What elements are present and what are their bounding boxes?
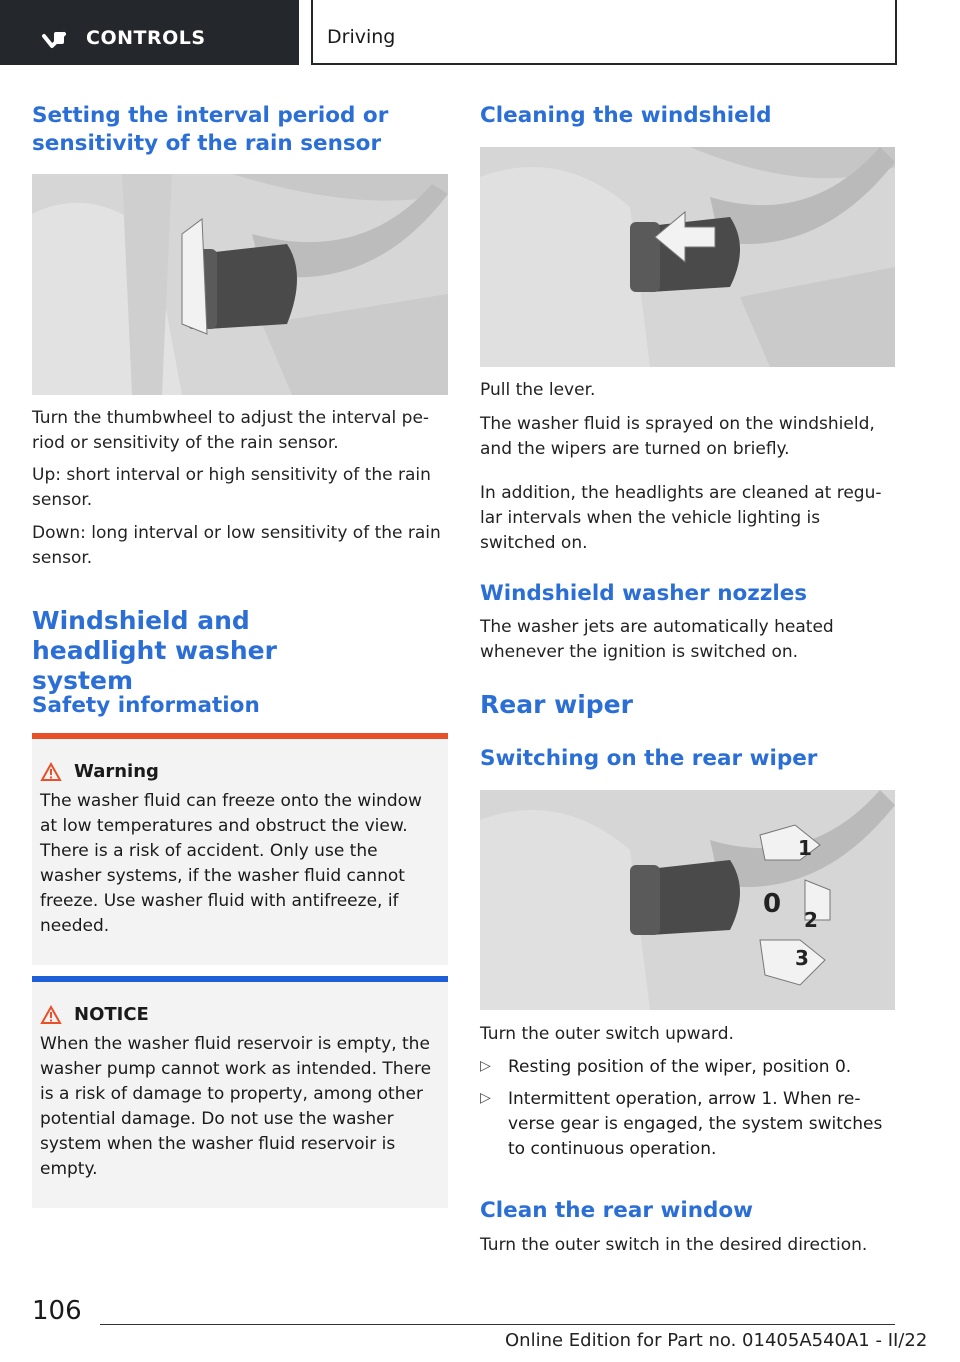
fig-label-3: 3: [795, 946, 809, 970]
section-label: CONTROLS: [86, 27, 206, 49]
notice-box: [32, 976, 448, 1208]
page-number: 106: [32, 1296, 82, 1326]
chapter-header: [311, 0, 897, 65]
notice-triangle-icon: [40, 1005, 62, 1025]
para-nozzles: The washer jets are automatically heated whenever the ignition is switched on.: [480, 617, 834, 662]
fig-label-1: 1: [798, 836, 812, 860]
section-tab: [0, 0, 299, 65]
warning-text: The washer fluid can freeze onto the window at low temperatures and obstruct the view. There is a risk of accident. Only use the washer systems, if the washer fluid cannot freeze. Use washer fluid with antifreeze, if needed.: [40, 791, 422, 936]
list-item-text: Resting position of the wiper, position 0.: [508, 1057, 852, 1077]
steering-hand-icon: [40, 26, 66, 52]
washer-pull-figure: [480, 147, 895, 367]
heading-cleaning: Cleaning the windshield: [480, 103, 772, 128]
heading-safety: Safety information: [32, 693, 260, 718]
notice-text: When the washer fluid reservoir is empty, the washer pump cannot work as intended. There is a risk of damage to property, among other potential damage. Do not use the washer system when the washer fluid reservoir is empty.: [40, 1034, 432, 1179]
notice-title: NOTICE: [74, 1004, 149, 1025]
warning-triangle-icon: [40, 762, 62, 782]
heading-clean-rear: Clean the rear window: [480, 1198, 754, 1223]
para-pull: Pull the lever.: [480, 380, 596, 400]
para-outer-switch: Turn the outer switch upward.: [480, 1024, 734, 1044]
notice-bar: [32, 976, 448, 982]
heading-nozzles: Windshield washer nozzles: [480, 581, 808, 606]
footer-divider: [100, 1324, 895, 1325]
para-up: Up: short interval or high sensitivity of the rain sensor.: [32, 465, 431, 510]
heading-interval: Setting the interval period or sensitivity of the rain sensor: [32, 103, 389, 156]
rear-wiper-figure: [480, 790, 895, 1010]
para-thumbwheel: Turn the thumbwheel to adjust the interval period or sensitivity of the rain sensor.: [32, 408, 430, 453]
fig-label-2: 2: [804, 908, 818, 932]
heading-switching-rear: Switching on the rear wiper: [480, 746, 818, 771]
warning-bar: [32, 733, 448, 739]
bullet-triangle-icon: ▷: [480, 1058, 491, 1074]
thumbwheel-figure: [32, 174, 448, 395]
edition-note: Online Edition for Part no. 01405A540A1 - II/22: [505, 1330, 928, 1351]
para-clean-rear: Turn the outer switch in the desired direction.: [480, 1235, 868, 1255]
heading-washer-system: Windshield and headlight washer system: [32, 606, 277, 695]
warning-box: [32, 733, 448, 965]
list-item-text: Intermittent operation, arrow 1. When reverse gear is engaged, the system switches to continuous operation.: [508, 1089, 883, 1159]
heading-rear-wiper: Rear wiper: [480, 690, 633, 719]
list-item: [480, 1087, 896, 1162]
para-sprayed: The washer fluid is sprayed on the windshield, and the wipers are turned on briefly.: [480, 414, 875, 459]
para-headlights: In addition, the headlights are cleaned at regular intervals when the vehicle lighting is switched on.: [480, 483, 882, 553]
bullet-triangle-icon: ▷: [480, 1090, 491, 1106]
chapter-title: Driving: [327, 26, 396, 48]
warning-title: Warning: [74, 761, 159, 782]
list-item: [480, 1055, 896, 1080]
para-down: Down: long interval or low sensitivity of the rain sensor.: [32, 523, 441, 568]
fig-label-0: 0: [763, 889, 782, 919]
